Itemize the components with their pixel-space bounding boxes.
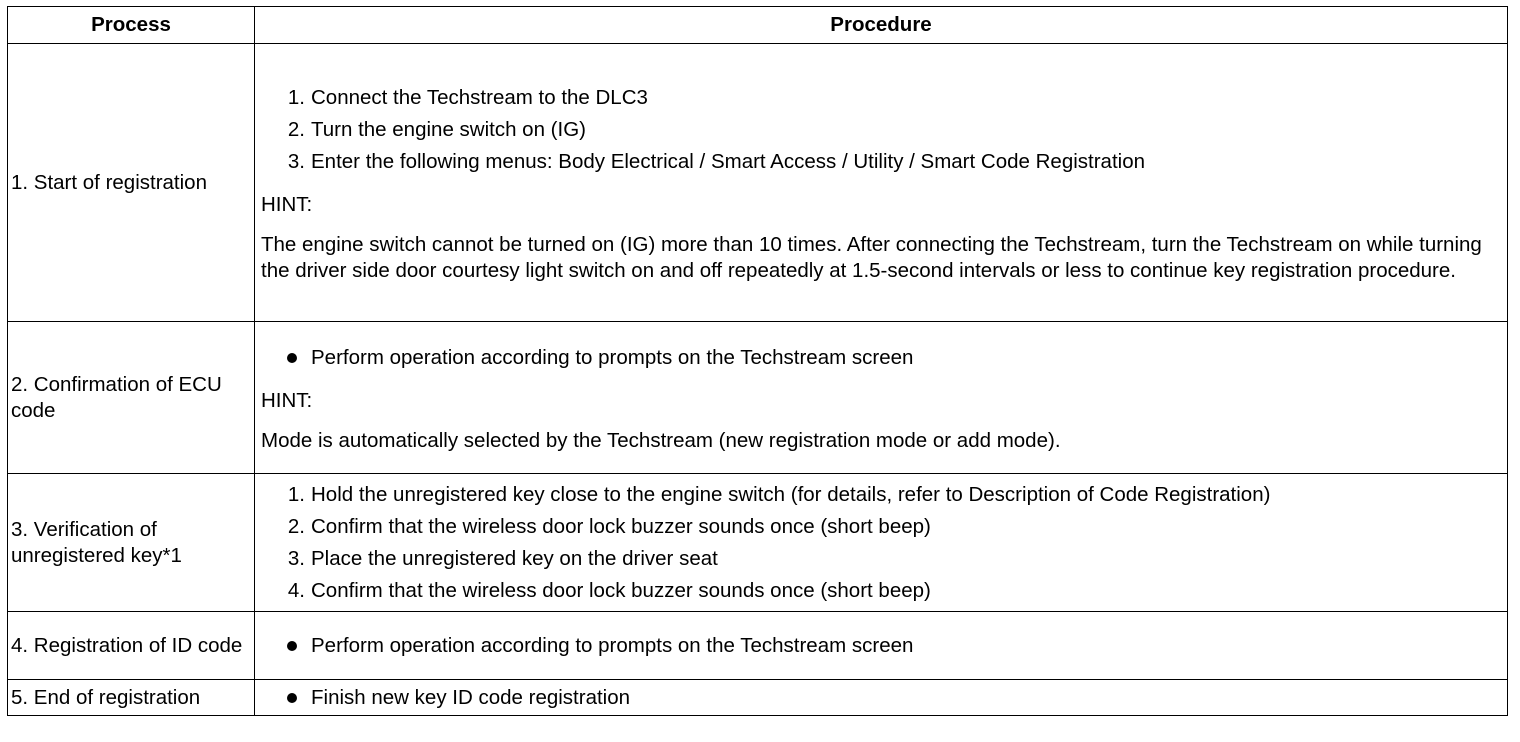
list-item xyxy=(261,342,1501,374)
list-item xyxy=(261,511,1501,543)
list-item xyxy=(261,682,1501,714)
step-text: Confirm that the wireless door lock buzzer sounds once (short beep) xyxy=(311,578,931,602)
process-cell: 2. Confirmation of ECU code xyxy=(8,322,255,474)
step-list xyxy=(261,479,1501,607)
list-item xyxy=(261,479,1501,511)
step-text: Hold the unregistered key close to the engine switch (for details, refer to Description of Code Registration) xyxy=(311,482,1271,506)
header-process: Process xyxy=(8,7,255,44)
list-item xyxy=(261,114,1501,146)
process-cell: 5. End of registration xyxy=(8,680,255,716)
list-item xyxy=(261,630,1501,662)
procedure-cell xyxy=(255,680,1508,716)
header-row xyxy=(8,7,1508,44)
bullet-list xyxy=(261,682,1501,714)
step-number: 1. xyxy=(287,85,305,109)
table-row xyxy=(8,44,1508,322)
step-number: 4. xyxy=(287,578,305,602)
step-text: Enter the following menus: Body Electrical / Smart Access / Utility / Smart Code Registration xyxy=(311,149,1145,173)
step-number: 1. xyxy=(287,482,305,506)
procedure-cell xyxy=(255,474,1508,612)
bullet-icon xyxy=(261,682,311,714)
procedure-cell xyxy=(255,612,1508,680)
hint-label: HINT: xyxy=(261,192,313,216)
hint-label: HINT: xyxy=(261,388,313,412)
step-number: 3. xyxy=(287,546,305,570)
table-row xyxy=(8,322,1508,474)
step-text: Connect the Techstream to the DLC3 xyxy=(311,85,648,109)
list-item xyxy=(261,575,1501,607)
procedure-table xyxy=(7,6,1508,716)
step-number: 2. xyxy=(287,514,305,538)
bullet-text: Perform operation according to prompts on the Techstream screen xyxy=(311,633,914,657)
step-number: 2. xyxy=(287,117,305,141)
bullet-text: Perform operation according to prompts on the Techstream screen xyxy=(311,345,914,369)
process-cell: 1. Start of registration xyxy=(8,44,255,322)
process-cell: 3. Verification of unregistered key*1 xyxy=(8,474,255,612)
table-row xyxy=(8,474,1508,612)
bullet-icon xyxy=(261,630,311,662)
table-row xyxy=(8,680,1508,716)
bullet-list xyxy=(261,342,1501,374)
procedure-cell xyxy=(255,44,1508,322)
step-text: Turn the engine switch on (IG) xyxy=(311,117,586,141)
bullet-list xyxy=(261,630,1501,662)
process-cell: 4. Registration of ID code xyxy=(8,612,255,680)
hint-text: The engine switch cannot be turned on (IG) more than 10 times. After connecting the Techstream, turn the Techstream on while turning the driver side door courtesy light switch on and off repeatedly at 1.5-second intervals or less to continue key registration procedure. xyxy=(261,232,1482,282)
bullet-icon xyxy=(261,342,311,374)
list-item xyxy=(261,82,1501,114)
step-list xyxy=(261,82,1501,178)
procedure-cell xyxy=(255,322,1508,474)
step-text: Place the unregistered key on the driver seat xyxy=(311,546,718,570)
header-procedure: Procedure xyxy=(255,7,1508,44)
hint-text: Mode is automatically selected by the Techstream (new registration mode or add mode). xyxy=(261,428,1061,452)
list-item xyxy=(261,146,1501,178)
step-text: Confirm that the wireless door lock buzzer sounds once (short beep) xyxy=(311,514,931,538)
step-number: 3. xyxy=(287,149,305,173)
bullet-text: Finish new key ID code registration xyxy=(311,685,631,709)
list-item xyxy=(261,543,1501,575)
table-row xyxy=(8,612,1508,680)
